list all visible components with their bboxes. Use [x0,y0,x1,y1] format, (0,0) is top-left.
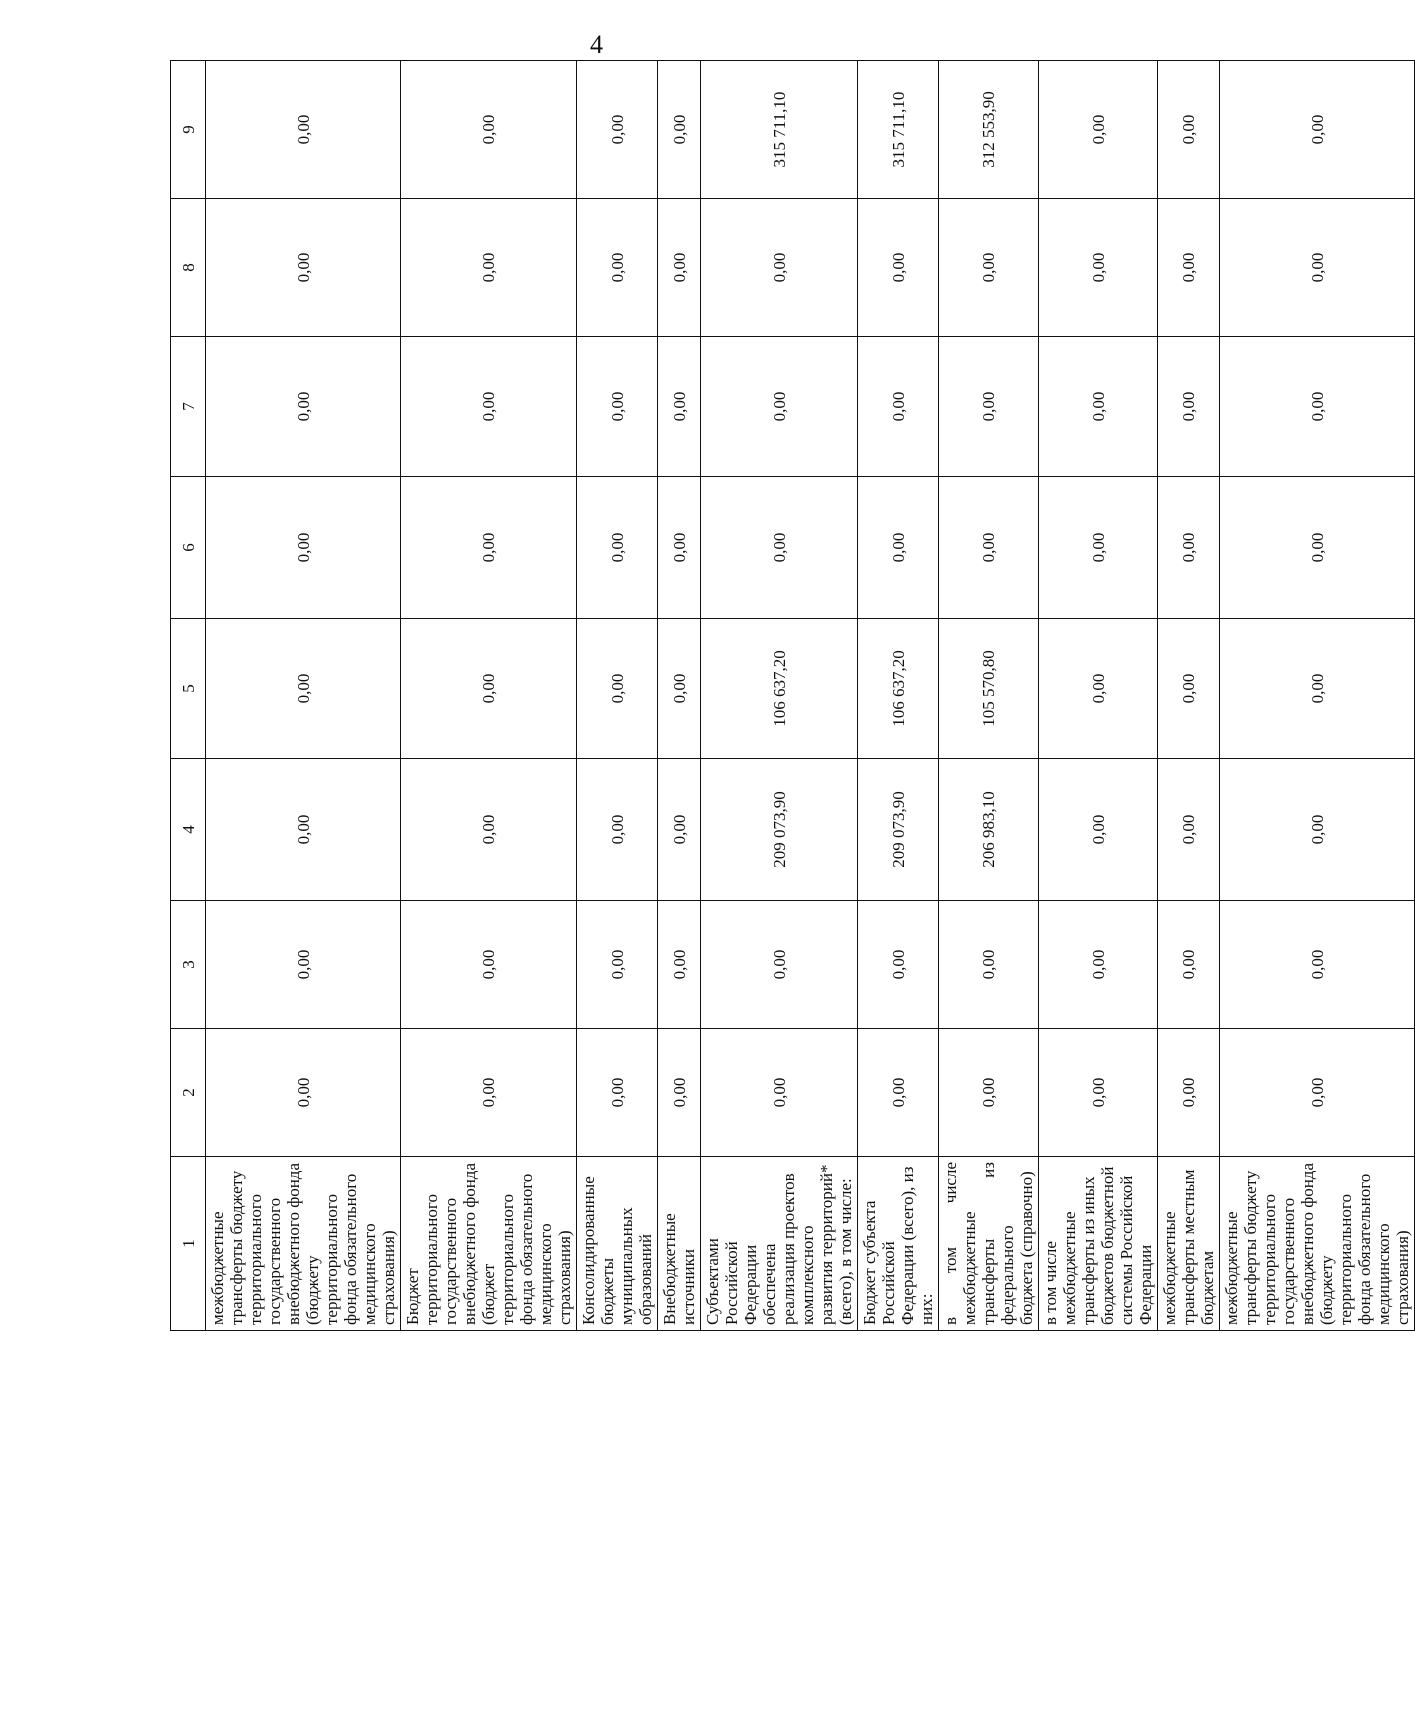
value-cell: 0,00 [658,619,701,759]
row-label: межбюджетные трансферты бюджету территориального государственного внебюджетного фонда (бюджету территориального фонда обязательного медицинского страхования) [1220,1157,1415,1331]
value-cell: 206 983,10 [939,759,1039,901]
value-cell: 315 711,10 [858,61,939,199]
value-cell: 0,00 [1158,901,1220,1029]
value-cell: 0,00 [1039,901,1158,1029]
value-cell: 0,00 [206,759,401,901]
value-cell: 0,00 [577,1029,658,1157]
value-cell: 0,00 [658,199,701,337]
value-cell: 0,00 [1220,199,1415,337]
header-cell: 7 [171,337,206,477]
value-cell: 0,00 [701,337,858,477]
row-label: межбюджетные трансферты местным бюджетам [1158,1157,1220,1331]
rotated-table-container [170,61,1412,1331]
budget-table [170,60,1415,1331]
value-cell: 0,00 [658,759,701,901]
value-cell: 0,00 [658,337,701,477]
value-cell: 0,00 [939,337,1039,477]
value-cell: 0,00 [401,477,577,619]
value-cell: 0,00 [206,1029,401,1157]
row-label: Внебюджетные источники [658,1157,701,1331]
value-cell: 0,00 [1158,477,1220,619]
value-cell: 0,00 [1220,337,1415,477]
value-cell: 0,00 [401,61,577,199]
table-row [858,61,939,1331]
header-row [171,61,206,1331]
value-cell: 0,00 [1158,619,1220,759]
value-cell: 0,00 [1220,619,1415,759]
row-label: Бюджет территориального государственного внебюджетного фонда (бюджет территориального фонда обязательного медицинского страхования) [401,1157,577,1331]
table-row [658,61,701,1331]
value-cell: 0,00 [658,901,701,1029]
value-cell: 0,00 [1039,199,1158,337]
header-cell: 8 [171,199,206,337]
value-cell: 0,00 [206,61,401,199]
value-cell: 0,00 [577,619,658,759]
value-cell: 0,00 [1158,199,1220,337]
header-cell: 6 [171,477,206,619]
value-cell: 0,00 [1158,1029,1220,1157]
value-cell: 0,00 [401,759,577,901]
value-cell: 0,00 [658,61,701,199]
value-cell: 0,00 [858,477,939,619]
table-row [206,61,401,1331]
table-row [939,61,1039,1331]
value-cell: 312 553,90 [939,61,1039,199]
row-label: межбюджетные трансферты бюджету территориального государственного внебюджетного фонда (бюджету территориального фонда обязательного медицинского страхования) [206,1157,401,1331]
row-label: Субъектами Российской Федерации обеспечена реализация проектов комплексного развития территорий* (всего), в том числе: [701,1157,858,1331]
value-cell: 0,00 [577,759,658,901]
value-cell: 0,00 [401,1029,577,1157]
value-cell: 0,00 [206,337,401,477]
value-cell: 209 073,90 [858,759,939,901]
header-cell: 9 [171,61,206,199]
value-cell: 0,00 [1220,759,1415,901]
value-cell: 0,00 [858,901,939,1029]
value-cell: 0,00 [658,477,701,619]
value-cell: 0,00 [401,619,577,759]
value-cell: 0,00 [1039,619,1158,759]
table-row [577,61,658,1331]
value-cell: 0,00 [939,477,1039,619]
value-cell: 0,00 [1039,477,1158,619]
value-cell: 0,00 [701,1029,858,1157]
value-cell: 0,00 [858,199,939,337]
value-cell: 106 637,20 [701,619,858,759]
value-cell: 0,00 [701,901,858,1029]
value-cell: 105 570,80 [939,619,1039,759]
value-cell: 0,00 [577,337,658,477]
value-cell: 0,00 [401,901,577,1029]
value-cell: 0,00 [939,199,1039,337]
value-cell: 0,00 [1039,1029,1158,1157]
value-cell: 0,00 [1158,759,1220,901]
row-label: Консолидированные бюджеты муниципальных образований [577,1157,658,1331]
value-cell: 0,00 [401,199,577,337]
value-cell: 0,00 [206,901,401,1029]
table-row [401,61,577,1331]
value-cell: 315 711,10 [701,61,858,199]
value-cell: 0,00 [939,1029,1039,1157]
value-cell: 0,00 [401,337,577,477]
value-cell: 0,00 [1039,759,1158,901]
table-row [1158,61,1220,1331]
value-cell: 0,00 [206,477,401,619]
value-cell: 0,00 [206,619,401,759]
value-cell: 0,00 [1039,61,1158,199]
value-cell: 0,00 [206,199,401,337]
header-cell: 1 [171,1157,206,1331]
value-cell: 0,00 [701,199,858,337]
value-cell: 0,00 [577,199,658,337]
header-cell: 3 [171,901,206,1029]
table-row [1039,61,1158,1331]
value-cell: 0,00 [858,337,939,477]
value-cell: 0,00 [701,477,858,619]
row-label: в том числе межбюджетные трансферты из федерального бюджета (справочно) [939,1157,1039,1331]
value-cell: 0,00 [577,477,658,619]
value-cell: 0,00 [858,1029,939,1157]
value-cell: 0,00 [939,901,1039,1029]
value-cell: 0,00 [577,901,658,1029]
header-cell: 2 [171,1029,206,1157]
value-cell: 0,00 [1220,477,1415,619]
value-cell: 0,00 [1158,61,1220,199]
row-label: Бюджет субъекта Российской Федерации (всего), из них: [858,1157,939,1331]
page-number: 4 [590,30,603,59]
value-cell: 0,00 [1220,901,1415,1029]
header-cell: 4 [171,759,206,901]
value-cell: 0,00 [658,1029,701,1157]
header-cell: 5 [171,619,206,759]
value-cell: 0,00 [1220,61,1415,199]
table-row [701,61,858,1331]
value-cell: 0,00 [577,61,658,199]
value-cell: 209 073,90 [701,759,858,901]
value-cell: 106 637,20 [858,619,939,759]
table-row [1220,61,1415,1331]
value-cell: 0,00 [1220,1029,1415,1157]
value-cell: 0,00 [1158,337,1220,477]
value-cell: 0,00 [1039,337,1158,477]
row-label: в том числе межбюджетные трансферты из иных бюджетов бюджетной системы Российской Федерации [1039,1157,1158,1331]
